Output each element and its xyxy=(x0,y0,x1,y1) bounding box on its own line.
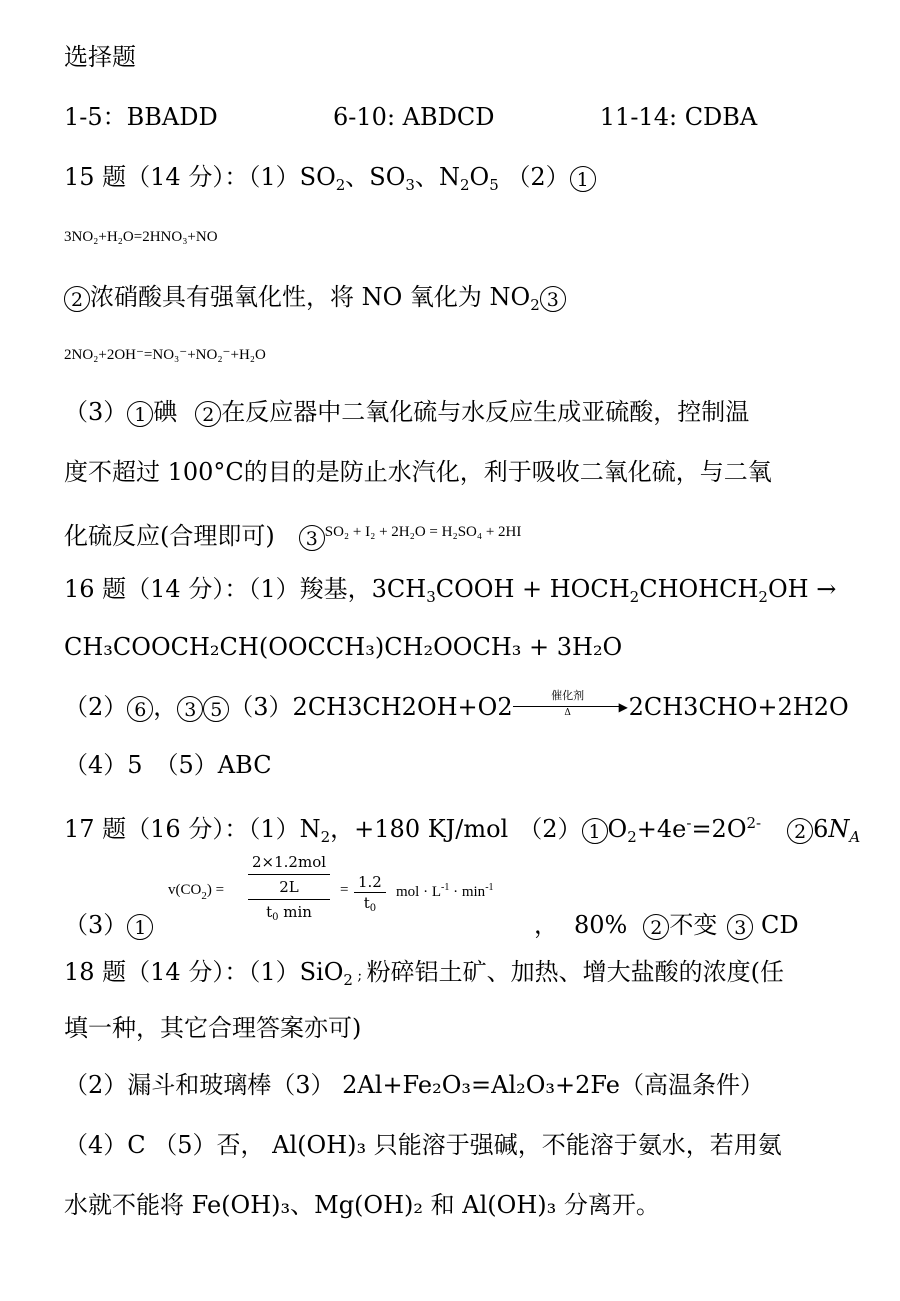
q15-head: 15 题（14 分）： xyxy=(64,163,249,191)
heading-text: 选择题 xyxy=(64,43,136,71)
answer-text: ，+180 KJ/mol xyxy=(330,815,509,843)
q15-line7 xyxy=(64,517,521,551)
answer-text: 化硫反应(合理即可) xyxy=(64,522,275,550)
circled-3: 3 xyxy=(177,696,203,722)
answer-text: （3） xyxy=(64,911,128,939)
rate-unit: mol · $L^{-1} \cdot \min^{-1}$ xyxy=(396,882,494,900)
q17-head: 17 题（16 分）： xyxy=(64,815,249,843)
answer-text: 2CH3CHO+2H2O xyxy=(628,693,849,721)
q15-part2: （2） xyxy=(506,163,570,191)
circled-6: 6 xyxy=(127,696,153,722)
section-heading xyxy=(64,42,136,72)
answer-text: （1）N xyxy=(248,815,321,843)
q15-part3: （3） xyxy=(64,398,128,426)
q16-line3: （2） 6 ， 3 5 （3）2CH3CH2OH+O2 催化剂 ▶ Δ 2CH3CHO+2H2O xyxy=(64,692,849,724)
circled-1: 1 xyxy=(127,914,153,940)
circled-2: 2 xyxy=(64,286,90,312)
answer-text: 不变 xyxy=(669,911,718,939)
q15-equation2 xyxy=(64,340,266,370)
answer-text: 碘 xyxy=(153,398,178,426)
q15-answer-2-2: 浓硝酸具有强氧化性，将 NO 氧化为 NO xyxy=(90,283,531,311)
q18-line5 xyxy=(64,1190,660,1220)
circled-3: 3 xyxy=(727,914,753,940)
q17-line2-text xyxy=(64,905,153,940)
reaction-arrow: 催化剂 ▶ Δ xyxy=(513,694,629,724)
heat-label: Δ xyxy=(564,707,571,718)
answer-text: （1）SiO xyxy=(248,958,344,986)
answer-text: （3）2CH3CH2OH+O2 xyxy=(229,693,513,721)
q18-line2 xyxy=(64,1013,361,1043)
equation-text: 2NO₂+2OH⁻=NO₃⁻+NO₂⁻+H₂O xyxy=(64,347,266,363)
answer-text: （2）漏斗和玻璃棒（3） 2Al+Fe₂O₃=Al₂O₃+2Fe（高温条件） xyxy=(64,1071,764,1099)
mc-b-label: 6-10: xyxy=(333,103,403,131)
answer-text: 填一种，其它合理答案亦可) xyxy=(64,1014,362,1042)
circled-5: 5 xyxy=(203,696,229,722)
answer-text: （4）5 （5）ABC xyxy=(64,751,272,779)
circled-2: 2 xyxy=(787,818,813,844)
answer-text: 在反应器中二氧化硫与水反应生成亚硫酸，控制温 xyxy=(221,398,750,426)
q15-equation1 xyxy=(64,222,218,252)
q16-line1: 16 题（14 分）：（1）羧基，$3CH_3COOH$ + $HOCH_2CHOHCH_2OH$ → xyxy=(64,575,837,606)
answer-text: 80% xyxy=(574,911,628,939)
circled-3: 3 xyxy=(299,525,325,551)
q16-line4 xyxy=(64,750,272,780)
q15-part1: （1） xyxy=(248,163,300,191)
answer-text: CD xyxy=(760,911,799,939)
mc-c-label: 11-14: xyxy=(599,103,685,131)
q18-head: 18 题（14 分）： xyxy=(64,958,249,986)
q18-line4 xyxy=(64,1130,782,1160)
circled-1: 1 xyxy=(127,401,153,427)
equation-text: SO₂ + I₂ + 2H₂O = H₂SO₄ + 2HI xyxy=(324,524,522,540)
mc-c-answer: CDBA xyxy=(684,103,758,131)
answer-text: 粉碎铝土矿、加热、增大盐酸的浓度(任 xyxy=(366,958,784,986)
answer-text: 度不超过 100°C的目的是防止水汽化，利于吸收二氧化硫，与二氧 xyxy=(64,458,772,486)
answer-text: （2） xyxy=(64,693,128,721)
q17-line2-rest: ， 80% 2 不变 3 CD xyxy=(534,911,799,939)
answer-text: （2） xyxy=(518,815,582,843)
circled-3: 3 xyxy=(540,286,566,312)
q15-line5 xyxy=(64,397,749,427)
q15-line1: 15 题（14 分）：$(1)SO_2$、$SO_3$、$N_2O_5$ （2） 1 xyxy=(64,162,596,200)
q15-line6 xyxy=(64,457,772,487)
q17-line1: 17 题（16 分）：$(1)N_2$，+180 KJ/mol （2） 1 $O_2+4e^-=2O^{2-}$ 2 $6N_A$ xyxy=(64,814,861,846)
circled-2: 2 xyxy=(643,914,669,940)
mc-a-answer: BBADD xyxy=(126,103,218,131)
q18-line1: 18 题（14 分）：（1）SiO$_2$ ; 粉碎铝土矿、加热、增大盐酸的浓度(任 xyxy=(64,958,784,989)
rate-fraction: 2×1.2mol 2L $t_0$ min xyxy=(248,850,330,930)
q15-line3: 2 浓硝酸具有强氧化性，将 NO 氧化为 $NO_2$ 3 xyxy=(64,282,566,320)
q16-head: 16 题（14 分）： xyxy=(64,575,249,603)
q16-line2 xyxy=(64,632,622,662)
mc-b-answer: ABDCD xyxy=(402,103,495,131)
equation-text: 3NO₂+H₂O=2HNO₃+NO xyxy=(64,229,218,245)
mc-a-label: 1-5： xyxy=(64,103,127,131)
q18-line3 xyxy=(64,1070,764,1100)
answer-text: 水就不能将 Fe(OH)₃、Mg(OH)₂ 和 Al(OH)₃ 分离开。 xyxy=(64,1191,660,1219)
catalyst-label: 催化剂 xyxy=(551,688,585,702)
rate-fraction-2: $\frac{1.2}{t_0}$ xyxy=(354,872,386,919)
circled-1: 1 xyxy=(570,166,596,192)
rate-formula: $v(CO_2)$ = xyxy=(168,882,225,902)
answer-text: （1）羧基，3CH xyxy=(248,575,427,603)
equation-text: CH₃COOCH₂CH(OOCCH₃)CH₂OOCH₃ + 3H₂O xyxy=(64,633,623,661)
circled-2: 2 xyxy=(195,401,221,427)
circled-1: 1 xyxy=(582,818,608,844)
answer-text: （4）C （5）否， Al(OH)₃ 只能溶于强碱，不能溶于氨水，若用氨 xyxy=(64,1131,782,1159)
mc-answers-line xyxy=(64,102,757,132)
